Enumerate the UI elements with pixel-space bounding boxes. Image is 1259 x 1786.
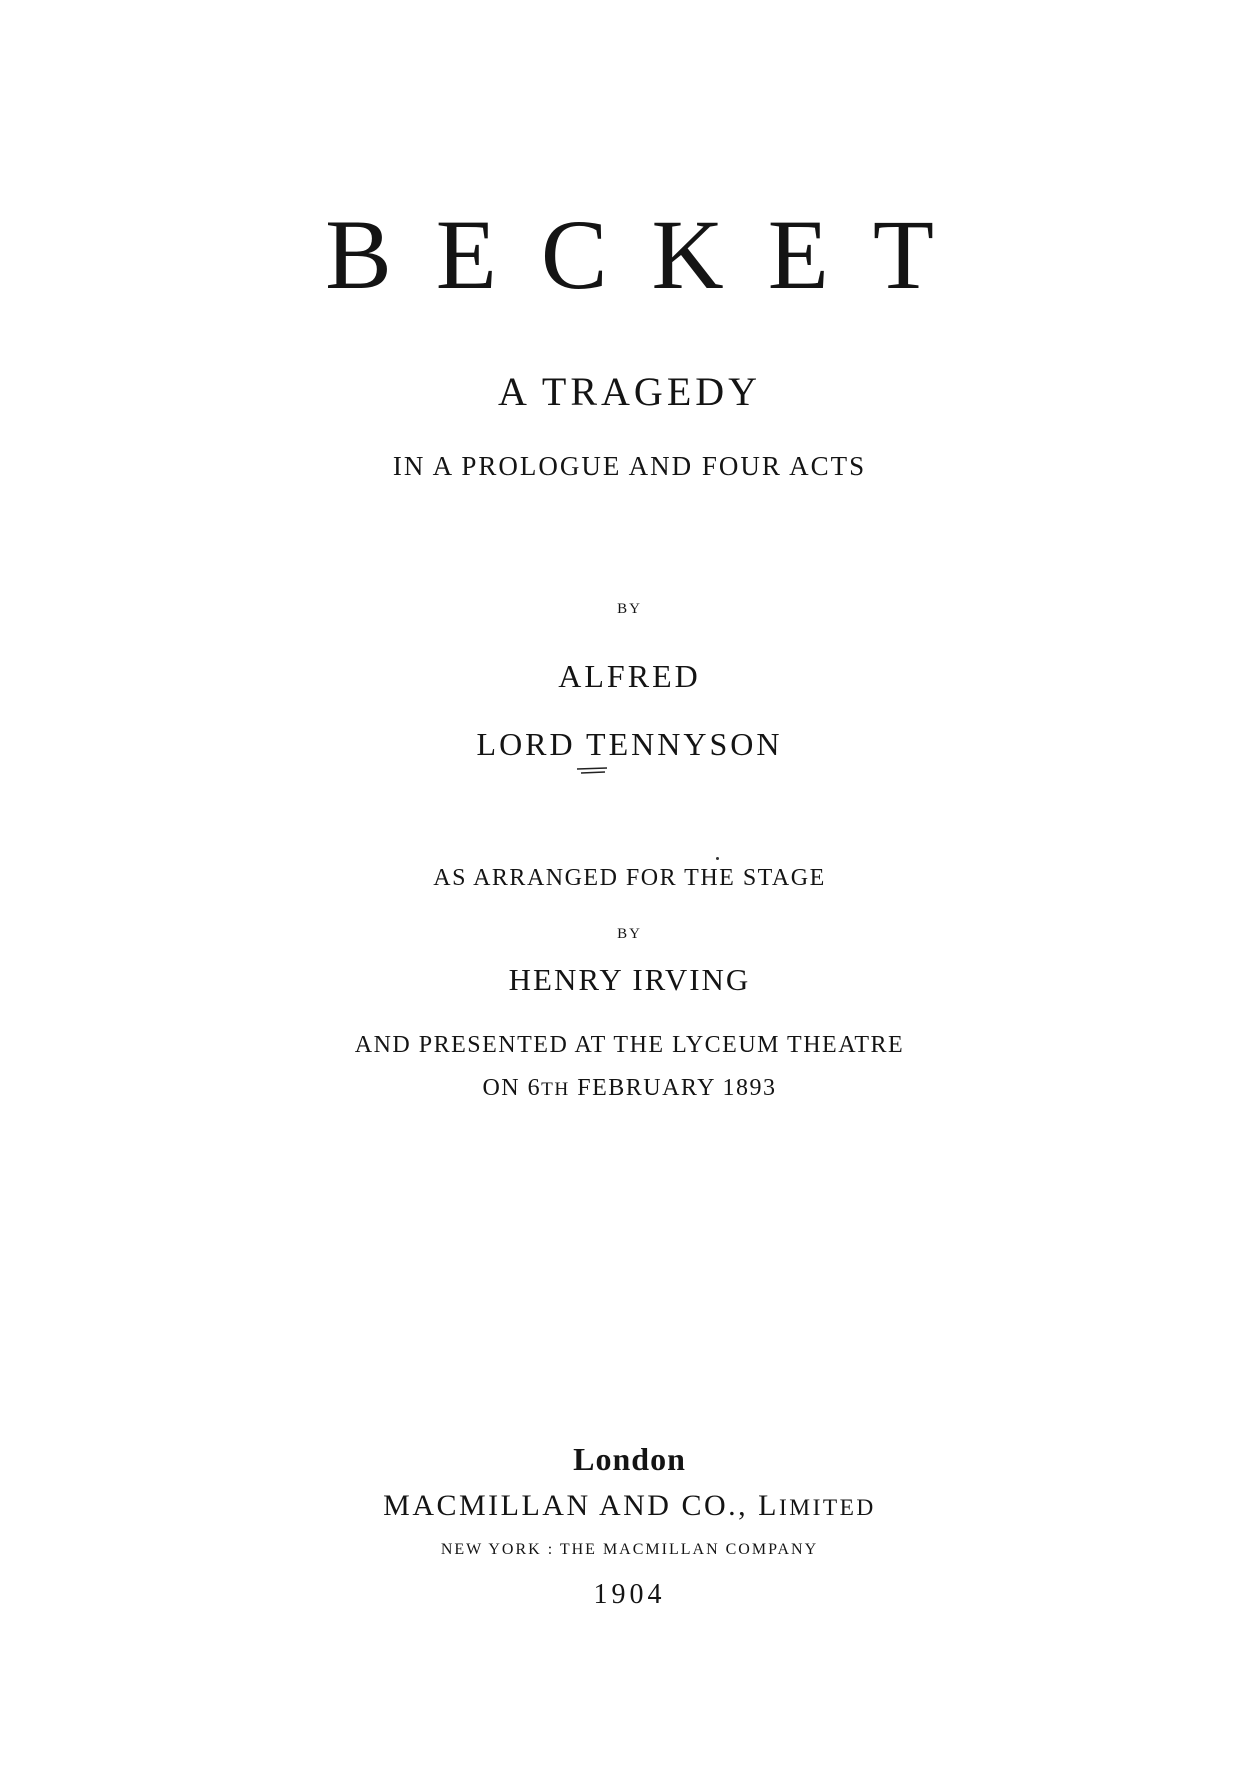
publisher-new-york: NEW YORK : THE MACMILLAN COMPANY xyxy=(440,1541,819,1558)
subtitle: A TRAGEDY xyxy=(497,369,762,414)
publisher-tail: IMITED xyxy=(778,1495,876,1521)
author-first-name: ALFRED xyxy=(558,658,701,694)
performance-date xyxy=(0,1076,1259,1100)
arranger-name: HENRY IRVING xyxy=(508,962,751,997)
publisher-name xyxy=(0,1491,1259,1521)
author-title-name: LORD TENNYSON xyxy=(476,726,783,762)
date-prefix: ON 6 xyxy=(482,1075,542,1101)
date-ordinal: TH xyxy=(541,1079,570,1100)
arranged-statement: AS ARRANGED FOR THE STAGE xyxy=(433,865,826,891)
by-label: BY xyxy=(617,601,642,617)
publication-year: 1904 xyxy=(593,1579,666,1610)
presented-statement: AND PRESENTED AT THE LYCEUM THEATRE xyxy=(354,1032,905,1058)
by-label-arranger: BY xyxy=(617,926,642,942)
book-title: BECKET xyxy=(325,199,978,310)
publisher-main: MACMILLAN AND CO., L xyxy=(383,1489,779,1522)
ink-speck xyxy=(716,857,719,860)
pencil-underline-mark-icon xyxy=(575,766,611,776)
subtitle-description: IN A PROLOGUE AND FOUR ACTS xyxy=(392,451,867,481)
date-rest: FEBRUARY 1893 xyxy=(569,1075,777,1101)
imprint-city: London xyxy=(573,1441,686,1477)
